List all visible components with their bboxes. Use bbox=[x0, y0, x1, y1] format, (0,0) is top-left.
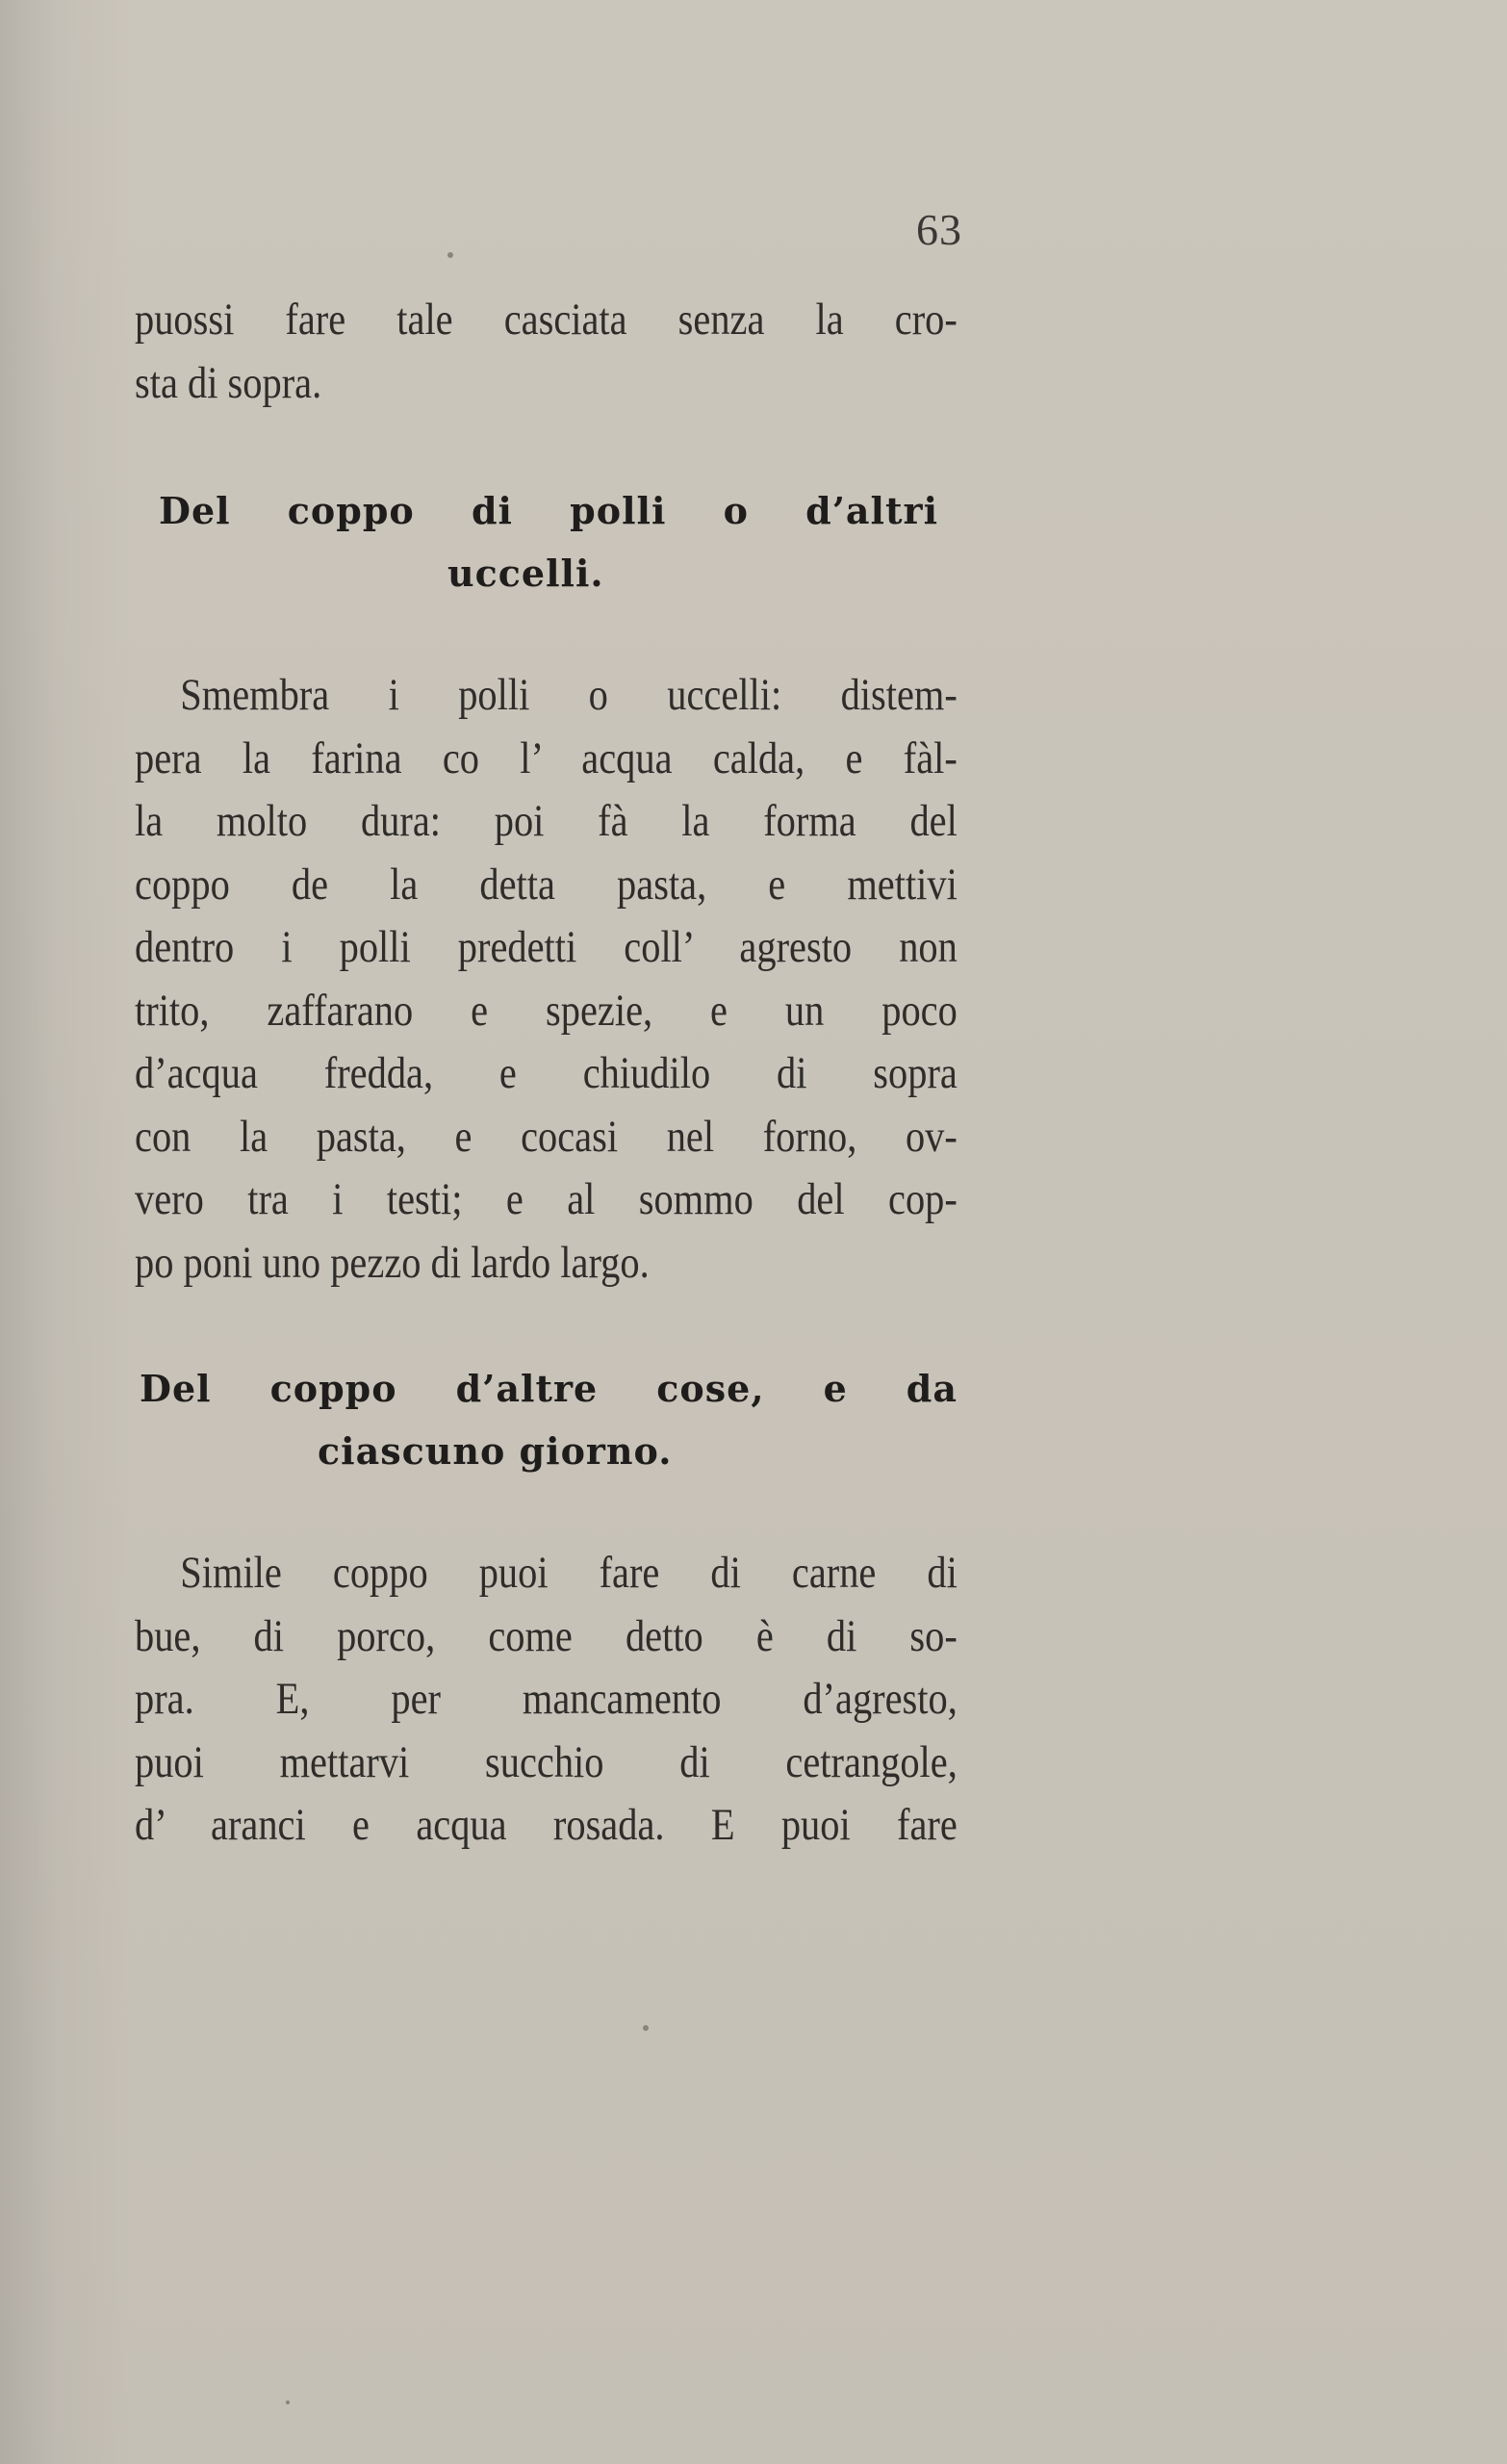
text-line: Smembra i polli o uccelli: distem- bbox=[180, 670, 958, 720]
text-line: puoi mettarvi succhio di cetrangole, bbox=[135, 1736, 958, 1787]
heading-line: uccelli. bbox=[447, 552, 604, 595]
paper-speck bbox=[447, 252, 453, 258]
section-heading-altre-cose bbox=[140, 1357, 958, 1482]
text-line: dentro i polli predetti coll’ agresto non bbox=[135, 922, 958, 972]
heading-line: ciascuno giorno. bbox=[318, 1429, 673, 1473]
page-number: 63 bbox=[916, 205, 962, 254]
paragraph-polli bbox=[135, 664, 958, 1295]
text-line: d’ aranci e acqua rosada. E puoi fare bbox=[135, 1800, 958, 1850]
text-line: pera la farina co l’ acqua calda, e fàl- bbox=[135, 732, 958, 783]
text-line: trito, zaffarano e spezie, e un poco bbox=[135, 985, 958, 1036]
text-line: coppo de la detta pasta, e mettivi bbox=[135, 859, 958, 910]
section-heading-polli bbox=[159, 479, 938, 604]
text-line: vero tra i testi; e al sommo del cop- bbox=[135, 1174, 958, 1224]
text-line: po poni uno pezzo di lardo largo. bbox=[135, 1237, 650, 1288]
text-line: d’acqua fredda, e chiudilo di sopra bbox=[135, 1048, 958, 1098]
text-line: bue, di porco, come detto è di so- bbox=[135, 1610, 958, 1661]
text-line: pra. E, per mancamento d’agresto, bbox=[135, 1674, 958, 1724]
text-line: puossi fare tale casciata senza la cro- bbox=[135, 295, 958, 345]
text-line: Simile coppo puoi fare di carne di bbox=[180, 1548, 958, 1598]
paragraph-continuation bbox=[135, 289, 958, 415]
paragraph-altre-cose bbox=[135, 1542, 958, 1858]
heading-line: Del coppo d’altre cose, e da bbox=[140, 1367, 958, 1410]
text-line: la molto dura: poi fà la forma del bbox=[135, 796, 958, 846]
paper-speck bbox=[643, 2025, 649, 2031]
heading-line: Del coppo di polli o d’altri bbox=[159, 489, 938, 532]
text-line: sta di sopra. bbox=[135, 357, 322, 408]
paper-speck bbox=[286, 2400, 290, 2404]
text-line: con la pasta, e cocasi nel forno, ov- bbox=[135, 1111, 958, 1162]
